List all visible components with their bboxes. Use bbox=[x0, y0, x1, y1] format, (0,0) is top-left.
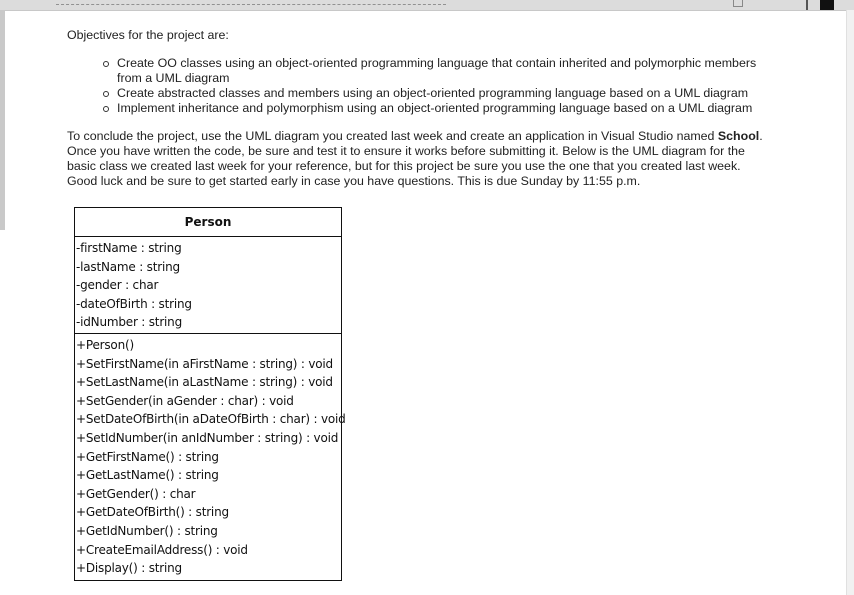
divider bbox=[806, 0, 808, 10]
uml-class-diagram bbox=[74, 207, 346, 581]
uml-operation: +GetLastName() : string bbox=[76, 468, 219, 483]
para-line: basic class we created last week for your reference, but for this project be sure you use the one that you created last week. bbox=[67, 159, 741, 173]
uml-attribute: -firstName : string bbox=[76, 241, 182, 255]
bullet-icon bbox=[103, 61, 109, 67]
objectives-list bbox=[67, 56, 827, 116]
window-control-icon[interactable] bbox=[820, 0, 834, 10]
uml-operation: +SetDateOfBirth(in aDateOfBirth : char) : void bbox=[76, 412, 346, 427]
uml-attribute: -lastName : string bbox=[76, 259, 180, 274]
uml-attribute: -idNumber : string bbox=[76, 315, 183, 330]
para-punct: . bbox=[759, 129, 763, 143]
cropped-text-line bbox=[56, 4, 446, 8]
uml-operation: +GetFirstName() : string bbox=[76, 449, 219, 464]
list-item bbox=[117, 86, 827, 101]
uml-operation: +SetLastName(in aLastName : string) : void bbox=[76, 375, 333, 390]
restore-icon[interactable] bbox=[733, 0, 743, 7]
close-icon[interactable] bbox=[767, 0, 777, 10]
top-window-bar bbox=[0, 0, 854, 11]
uml-operation: +SetFirstName(in aFirstName : string) : void bbox=[76, 356, 333, 371]
list-item bbox=[117, 101, 827, 116]
uml-operation: +GetDateOfBirth() : string bbox=[76, 505, 229, 520]
bullet-icon bbox=[103, 91, 109, 97]
uml-operation: +GetGender() : char bbox=[76, 486, 196, 501]
para-line: To conclude the project, use the UML diagram you created last week and create an application in Visual Studio named bbox=[67, 129, 718, 143]
uml-operation: +Person() bbox=[76, 337, 134, 352]
objective-text: Implement inheritance and polymorphism using an object-oriented programming language based on a UML diagram bbox=[117, 101, 753, 115]
para-line: Once you have written the code, be sure and test it to ensure it works before submitting it. Below is the UML diagram for the bbox=[67, 144, 745, 158]
right-scrollbar[interactable] bbox=[846, 10, 854, 595]
document-body bbox=[67, 28, 827, 189]
objective-text-cont: from a UML diagram bbox=[117, 71, 230, 85]
left-scrollbar[interactable] bbox=[0, 10, 5, 230]
project-name: School bbox=[717, 129, 760, 143]
uml-attribute: -dateOfBirth : string bbox=[76, 296, 192, 311]
uml-attributes bbox=[75, 237, 341, 334]
list-item bbox=[117, 56, 827, 86]
uml-operations bbox=[75, 334, 346, 580]
objective-text: Create OO classes using an object-oriented programming language that contain inherited and polymorphic members bbox=[117, 56, 757, 70]
uml-operation: +Display() : string bbox=[76, 561, 182, 576]
bullet-icon bbox=[103, 106, 109, 112]
uml-operation: +CreateEmailAddress() : void bbox=[76, 542, 248, 557]
uml-operation: +SetGender(in aGender : char) : void bbox=[76, 393, 294, 408]
para-line: Good luck and be sure to get started early in case you have questions. This is due Sunday by 11:55 p.m. bbox=[67, 174, 641, 188]
uml-operation: +SetIdNumber(in anIdNumber : string) : void bbox=[76, 430, 339, 445]
instructions-paragraph bbox=[67, 129, 822, 189]
objective-text: Create abstracted classes and members using an object-oriented programming language based on a UML diagram bbox=[117, 86, 749, 100]
objectives-heading: Objectives for the project are: bbox=[67, 28, 229, 42]
uml-class-name: Person bbox=[75, 208, 341, 237]
uml-operation: +GetIdNumber() : string bbox=[76, 523, 218, 538]
uml-attribute: -gender : char bbox=[76, 278, 159, 293]
